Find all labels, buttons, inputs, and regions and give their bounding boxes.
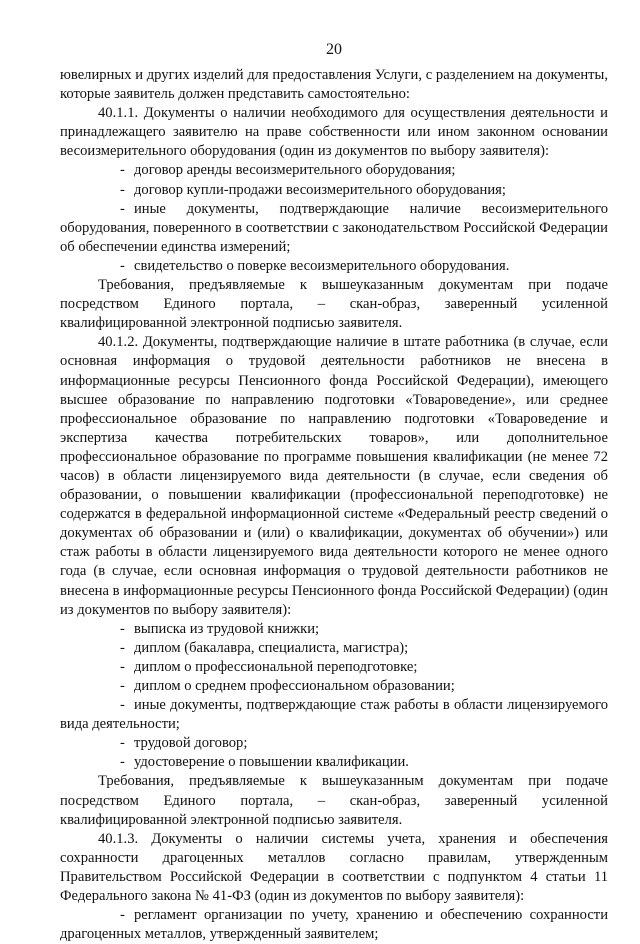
list-item [60, 200, 608, 257]
list-item [60, 161, 608, 180]
paragraph-intro: ювелирных и других изделий для предоставления Услуги, с разделением на документы, которые заявитель должен представить самостоятельно: [60, 67, 608, 103]
dash-marker: - [120, 162, 125, 179]
list-item-text: диплом (бакалавра, специалиста, магистра); [134, 639, 409, 656]
dash-marker: - [120, 697, 125, 714]
dash-marker: - [120, 639, 125, 656]
dash-marker: - [120, 658, 125, 675]
dash-marker: - [120, 181, 125, 198]
list-item [60, 906, 608, 944]
list-item [60, 639, 608, 658]
paragraph-40-1-1: 40.1.1. Документы о наличии необходимого для осуществления деятельности и принадлежащего заявителю на праве собственности или ином законном основании весоизмерительного оборудования (один из документов по выбору заявителя): [60, 105, 608, 160]
list-item [60, 734, 608, 753]
list-item-text: договор аренды весоизмерительного оборудования; [134, 162, 456, 179]
paragraph-requirements: Требования, предъявляемые к вышеуказанным документам при подаче посредством Единого портала, – скан-образ, заверенный усиленной квалифицированной электронной подписью заявителя. [60, 277, 608, 332]
list-item-text: иные документы, подтверждающие стаж работы в области лицензируемого вида деятельности; [60, 697, 608, 733]
page-number: 20 [326, 41, 342, 58]
dash-marker: - [120, 754, 125, 771]
list-item-text: диплом о среднем профессиональном образовании; [134, 678, 455, 694]
paragraph-40-1-3: 40.1.3. Документы о наличии системы учета, хранения и обеспечения сохранности драгоценных металлов согласно правилам, утвержденным Правительством Российской Федерации в соответствии с подпунктом 4 статьи 11 Федерального закона № 41-ФЗ (один из документов по выбору заявителя): [60, 830, 608, 905]
list-item-text: удостоверение о повышении квалификации. [134, 754, 409, 771]
list-item-text: иные документы, подтверждающие наличие весоизмерительного оборудования, поверенного в соответствии с законодательством Российской Федерации об обеспечении единства измерений; [60, 200, 608, 255]
list-item-text: диплом о профессиональной переподготовке; [134, 658, 418, 675]
dash-marker: - [120, 257, 125, 274]
list-item-text: договор купли-продажи весоизмерительного оборудования; [134, 181, 506, 198]
list-item-text: свидетельство о поверке весоизмерительного оборудования. [134, 257, 510, 274]
list-item [60, 753, 608, 772]
dash-marker: - [120, 200, 125, 217]
list-item [60, 181, 608, 200]
list-item [60, 620, 608, 639]
list-item [60, 696, 608, 734]
paragraph-requirements: Требования, предъявляемые к вышеуказанным документам при подаче посредством Единого портала, – скан-образ, заверенный усиленной квалифицированной электронной подписью заявителя. [60, 773, 608, 828]
list-item-text: выписка из трудовой книжки; [134, 620, 320, 637]
paragraph-40-1-2: 40.1.2. Документы, подтверждающие наличие в штате работника (в случае, если основная информация о трудовой деятельности работников не внесена в информационные ресурсы Пенсионного фонда Российской Федерации), имеющего высшее образование по направлению подготовки «Товароведение», или среднее профессиональное образование по направлению подготовки «Товароведение и экспертиза качества потребительских товаров», или дополнительное профессиональное образование по программе повышения квалификации (не менее 72 часов) в области лицензируемого вида деятельности (в случае, если сведения об образовании, о повышении квалификации (профессиональной переподготовке) не содержатся в федеральной информационной системе «Федеральный реестр сведений о документах об образовании и (или) о квалификации, документах об обучении») или стаж работы в области лицензируемого вида деятельности которого не менее одного года (в случае, если основная информация о трудовой деятельности работников не внесена в информационные ресурсы Пенсионного фонда Российской Федерации) (один из документов по выбору заявителя): [60, 334, 608, 618]
dash-marker: - [120, 678, 125, 694]
dash-marker: - [120, 907, 125, 924]
list-item-text: регламент организации по учету, хранению и обеспечению сохранности драгоценных металлов, утвержденный заявителем; [60, 907, 608, 943]
dash-marker: - [120, 735, 125, 752]
document-body [60, 66, 608, 944]
list-item [60, 677, 608, 696]
list-item [60, 658, 608, 677]
list-item [60, 257, 608, 276]
list-item-text: трудовой договор; [134, 735, 248, 752]
dash-marker: - [120, 620, 125, 637]
